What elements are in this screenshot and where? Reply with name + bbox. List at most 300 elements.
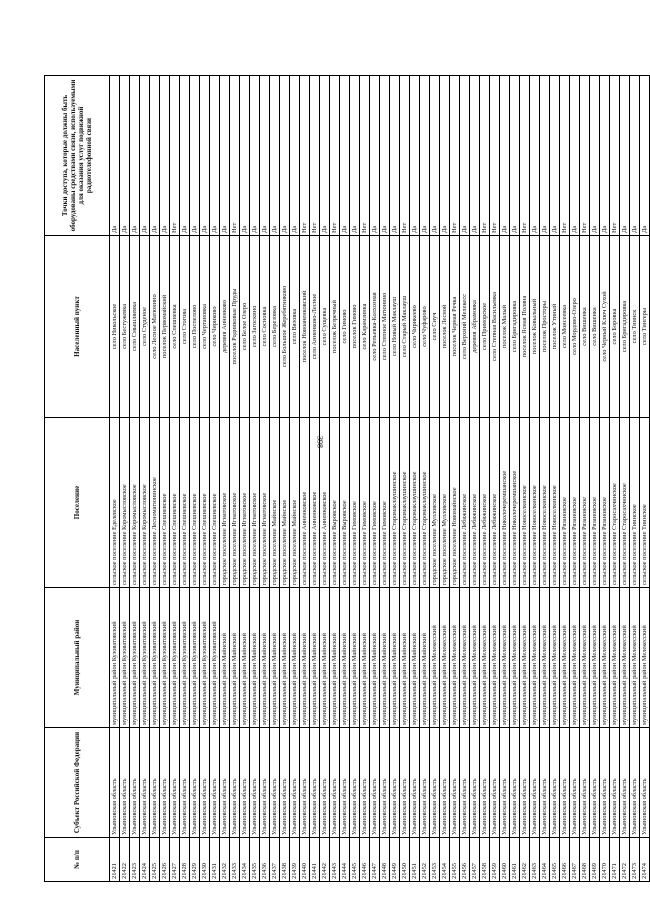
table-row: [290, 76, 300, 882]
row-subject: Ульяновская область: [240, 728, 250, 838]
table-row: [270, 76, 280, 882]
row-settlement: сельское поселение Тиинское: [640, 418, 650, 588]
row-number: 21432: [220, 838, 230, 882]
row-subject: Ульяновская область: [170, 728, 180, 838]
table-row: [280, 76, 290, 882]
row-settlement: городское поселение Новомайнское: [450, 418, 460, 588]
row-access-flag: Да: [210, 76, 220, 236]
row-subject: Ульяновская область: [560, 728, 570, 838]
row-locality: поселок Безречный: [330, 236, 340, 418]
row-settlement: сельское поселение Гимовское: [380, 418, 390, 588]
table-row: [360, 76, 370, 882]
row-subject: Ульяновская область: [620, 728, 630, 838]
row-settlement: сельское поселение Спешневское: [210, 418, 220, 588]
header-access-points: Точки доступа, которые должны быть оборудованы средствами связи, используемыми для оказания услуг подвижной радиотелефонной связи: [45, 76, 110, 236]
row-locality: село Бестужевка: [120, 236, 130, 418]
table-row: [530, 76, 540, 882]
row-settlement: сельское поселение Новоселкинское: [520, 418, 530, 588]
row-district: муниципальный район Майнский: [290, 588, 300, 728]
row-settlement: сельское поселение Новоселкинское: [530, 418, 540, 588]
row-number: 21452: [420, 838, 430, 882]
row-access-flag: Да: [140, 76, 150, 236]
table-row: [350, 76, 360, 882]
row-settlement: сельское поселение Старомаклаушинское: [410, 418, 420, 588]
row-locality: село Сиуч: [430, 236, 440, 418]
row-access-flag: Да: [260, 76, 270, 236]
row-district: муниципальный район Мелекесский: [530, 588, 540, 728]
row-district: муниципальный район Кузоватовский: [140, 588, 150, 728]
row-access-flag: Да: [340, 76, 350, 236]
row-locality: село Анненково-Лесное: [310, 236, 320, 418]
row-district: муниципальный район Майнский: [360, 588, 370, 728]
row-access-flag: Да: [350, 76, 360, 236]
row-number: 21474: [640, 838, 650, 882]
row-subject: Ульяновская область: [360, 728, 370, 838]
row-settlement: сельское поселение Спешневское: [170, 418, 180, 588]
row-locality: село Вишенка: [580, 236, 590, 418]
row-district: муниципальный район Кузоватовский: [170, 588, 180, 728]
row-number: 21455: [450, 838, 460, 882]
row-district: муниципальный район Мелекесский: [500, 588, 510, 728]
table-row: [630, 76, 640, 882]
row-district: муниципальный район Мелекесский: [510, 588, 520, 728]
row-settlement: сельское поселение Лебяжинское: [490, 418, 500, 588]
row-number: 21428: [180, 838, 190, 882]
table-row: [440, 76, 450, 882]
row-access-flag: Нет: [450, 76, 460, 236]
row-locality: село Сущевка: [320, 236, 330, 418]
row-access-flag: Да: [470, 76, 480, 236]
row-subject: Ульяновская область: [420, 728, 430, 838]
row-number: 21422: [120, 838, 130, 882]
row-locality: село Вязовка: [290, 236, 300, 418]
row-access-flag: Да: [590, 76, 600, 236]
row-locality: село Чуфарово: [420, 236, 430, 418]
row-subject: Ульяновская область: [500, 728, 510, 838]
row-subject: Ульяновская область: [530, 728, 540, 838]
row-subject: Ульяновская область: [570, 728, 580, 838]
row-locality: село Верхний Мелекесс: [460, 236, 470, 418]
row-settlement: городское поселение Майнское: [290, 418, 300, 588]
row-number: 21426: [160, 838, 170, 882]
row-access-flag: Да: [410, 76, 420, 236]
table-row: [510, 76, 520, 882]
row-subject: Ульяновская область: [120, 728, 130, 838]
row-settlement: сельское поселение Старомаклаушинское: [420, 418, 430, 588]
row-subject: Ульяновская область: [300, 728, 310, 838]
table-row: [470, 76, 480, 882]
row-settlement: сельское поселение Коромысловское: [140, 418, 150, 588]
row-locality: село Бригадировка: [620, 236, 630, 418]
row-access-flag: Нет: [170, 76, 180, 236]
table-row: [370, 76, 380, 882]
row-number: 21427: [170, 838, 180, 882]
row-subject: Ульяновская область: [370, 728, 380, 838]
row-access-flag: Нет: [310, 76, 320, 236]
row-locality: село Березовка: [270, 236, 280, 418]
row-locality: поселок Гимово: [350, 236, 360, 418]
row-number: 21431: [210, 838, 220, 882]
table-row: [550, 76, 560, 882]
row-district: муниципальный район Майнский: [230, 588, 240, 728]
row-locality: село Новый Маклауш: [390, 236, 400, 418]
row-district: муниципальный район Мелекесский: [590, 588, 600, 728]
row-number: 21436: [260, 838, 270, 882]
row-settlement: сельское поселение Анненковское: [300, 418, 310, 588]
row-number: 21461: [510, 838, 520, 882]
table-row: [130, 76, 140, 882]
row-subject: Ульяновская область: [250, 728, 260, 838]
row-number: 21454: [440, 838, 450, 882]
row-district: муниципальный район Мелекесский: [550, 588, 560, 728]
table-row: [240, 76, 250, 882]
row-access-flag: Да: [110, 76, 120, 236]
row-locality: село Чириково: [210, 236, 220, 418]
header-settlement: Поселение: [45, 418, 110, 588]
row-locality: село Мордово-Озеро: [570, 236, 580, 418]
row-access-flag: Да: [550, 76, 560, 236]
row-settlement: сельское поселение Новоселкинское: [540, 418, 550, 588]
row-access-flag: Да: [630, 76, 640, 236]
row-access-flag: Нет: [580, 76, 590, 236]
table-row: [400, 76, 410, 882]
row-subject: Ульяновская область: [540, 728, 550, 838]
row-district: муниципальный район Мелекесский: [570, 588, 580, 728]
row-access-flag: Да: [500, 76, 510, 236]
row-number: 21435: [250, 838, 260, 882]
row-access-flag: Нет: [610, 76, 620, 236]
row-district: муниципальный район Мелекесский: [470, 588, 480, 728]
row-locality: село Поспелово: [190, 236, 200, 418]
table-row: [610, 76, 620, 882]
row-locality: поселок Новоаненковский: [300, 236, 310, 418]
row-district: муниципальный район Кузоватовский: [190, 588, 200, 728]
row-subject: Ульяновская область: [520, 728, 530, 838]
row-district: муниципальный район Майнский: [340, 588, 350, 728]
table-row: [390, 76, 400, 882]
row-settlement: сельское поселение Спешневское: [160, 418, 170, 588]
row-access-flag: Да: [380, 76, 390, 236]
row-district: муниципальный район Мелекесский: [600, 588, 610, 728]
row-subject: Ульяновская область: [270, 728, 280, 838]
row-access-flag: Да: [290, 76, 300, 236]
row-settlement: сельское поселение Старомаклаушинское: [390, 418, 400, 588]
row-locality: село Чертановка: [200, 236, 210, 418]
row-subject: Ульяновская область: [510, 728, 520, 838]
row-subject: Ульяновская область: [180, 728, 190, 838]
access-points-table: [44, 75, 650, 882]
row-access-flag: Да: [570, 76, 580, 236]
row-access-flag: Нет: [300, 76, 310, 236]
row-locality: поселок Черная Речка: [450, 236, 460, 418]
row-access-flag: Да: [240, 76, 250, 236]
row-access-flag: Нет: [360, 76, 370, 236]
row-number: 21425: [150, 838, 160, 882]
row-district: муниципальный район Майнский: [310, 588, 320, 728]
row-settlement: сельское поселение Рязановское: [570, 418, 580, 588]
row-locality: село Тингеры: [640, 236, 650, 418]
row-number: 21437: [270, 838, 280, 882]
row-access-flag: Да: [370, 76, 380, 236]
header-subject: Субъект Российской Федерации: [45, 728, 110, 838]
row-subject: Ульяновская область: [460, 728, 470, 838]
row-settlement: сельское поселение Спешневское: [200, 418, 210, 588]
row-settlement: сельское поселение Гимовское: [370, 418, 380, 588]
page-number: 398: [315, 436, 325, 448]
row-settlement: сельское поселение Старомаклаушинское: [400, 418, 410, 588]
row-locality: поселок Малый: [500, 236, 510, 418]
row-access-flag: Нет: [230, 76, 240, 236]
row-subject: Ульяновская область: [440, 728, 450, 838]
row-access-flag: Да: [150, 76, 160, 236]
row-settlement: городское поселение Мулловское: [430, 418, 440, 588]
row-access-flag: Да: [390, 76, 400, 236]
row-locality: село Приморское: [480, 236, 490, 418]
row-district: муниципальный район Мелекесский: [430, 588, 440, 728]
row-locality: село Смышляевка: [130, 236, 140, 418]
row-settlement: сельское поселение Рязановское: [590, 418, 600, 588]
row-number: 21459: [490, 838, 500, 882]
row-settlement: сельское поселение Выровское: [340, 418, 350, 588]
row-number: 21462: [520, 838, 530, 882]
row-district: муниципальный район Мелекесский: [490, 588, 500, 728]
row-subject: Ульяновская область: [330, 728, 340, 838]
table-row: [340, 76, 350, 882]
row-settlement: сельское поселение Николочеремшанское: [510, 418, 520, 588]
row-subject: Ульяновская область: [200, 728, 210, 838]
row-subject: Ульяновская область: [160, 728, 170, 838]
row-district: муниципальный район Мелекесский: [560, 588, 570, 728]
row-number: 21451: [410, 838, 420, 882]
row-number: 21449: [390, 838, 400, 882]
row-locality: поселок Первомайский: [160, 236, 170, 418]
row-number: 21424: [140, 838, 150, 882]
row-subject: Ульяновская область: [480, 728, 490, 838]
table-row: [110, 76, 120, 882]
row-number: 21444: [340, 838, 350, 882]
row-settlement: городское поселение Игнатовское: [240, 418, 250, 588]
row-locality: село Степное Матюнино: [380, 236, 390, 418]
row-access-flag: Да: [620, 76, 630, 236]
row-access-flag: Да: [420, 76, 430, 236]
row-district: муниципальный район Майнский: [400, 588, 410, 728]
row-subject: Ульяновская область: [410, 728, 420, 838]
table-row: [380, 76, 390, 882]
rotated-page-content: [44, 76, 648, 882]
row-subject: Ульяновская область: [140, 728, 150, 838]
row-locality: поселок Родниковые Пруды: [230, 236, 240, 418]
table-row: [210, 76, 220, 882]
row-settlement: сельское поселение Старосахчинское: [620, 418, 630, 588]
row-number: 21464: [540, 838, 550, 882]
row-settlement: городское поселение Майнское: [270, 418, 280, 588]
row-settlement: сельское поселение Рязановское: [560, 418, 570, 588]
row-locality: поселок Ясная Поляна: [520, 236, 530, 418]
row-settlement: сельское поселение Николочеремшанское: [500, 418, 510, 588]
row-district: муниципальный район Мелекесский: [540, 588, 550, 728]
row-number: 21466: [560, 838, 570, 882]
row-number: 21469: [590, 838, 600, 882]
row-locality: село Черный Ключ Сухой: [600, 236, 610, 418]
row-number: 21456: [460, 838, 470, 882]
row-subject: Ульяновская область: [600, 728, 610, 838]
row-number: 21445: [350, 838, 360, 882]
row-district: муниципальный район Майнский: [410, 588, 420, 728]
row-access-flag: Да: [160, 76, 170, 236]
row-settlement: сельское поселение Лебяжинское: [480, 418, 490, 588]
row-locality: село Степная Васильевка: [490, 236, 500, 418]
row-subject: Ульяновская область: [450, 728, 460, 838]
row-access-flag: Да: [460, 76, 470, 236]
row-district: муниципальный район Майнский: [300, 588, 310, 728]
row-access-flag: Нет: [400, 76, 410, 236]
row-subject: Ульяновская область: [340, 728, 350, 838]
header-locality: Населенный пункт: [45, 236, 110, 418]
row-district: муниципальный район Кузоватовский: [130, 588, 140, 728]
row-access-flag: Да: [130, 76, 140, 236]
row-district: муниципальный район Мелекесский: [440, 588, 450, 728]
row-subject: Ульяновская область: [310, 728, 320, 838]
row-subject: Ульяновская область: [210, 728, 220, 838]
row-number: 21465: [550, 838, 560, 882]
row-district: муниципальный район Майнский: [260, 588, 270, 728]
row-number: 21471: [610, 838, 620, 882]
row-access-flag: Нет: [480, 76, 490, 236]
table-row: [590, 76, 600, 882]
row-settlement: городское поселение Мулловское: [440, 418, 450, 588]
row-subject: Ульяновская область: [320, 728, 330, 838]
row-district: муниципальный район Майнский: [390, 588, 400, 728]
row-number: 21458: [480, 838, 490, 882]
row-access-flag: Нет: [490, 76, 500, 236]
row-district: муниципальный район Кузоватовский: [210, 588, 220, 728]
row-access-flag: Да: [600, 76, 610, 236]
row-number: 21463: [530, 838, 540, 882]
table-row: [620, 76, 630, 882]
row-district: муниципальный район Кузоватовский: [200, 588, 210, 728]
table-row: [540, 76, 550, 882]
row-settlement: сельское поселение Анненковское: [310, 418, 320, 588]
row-district: муниципальный район Майнский: [420, 588, 430, 728]
row-number: 21429: [190, 838, 200, 882]
row-number: 21442: [320, 838, 330, 882]
row-subject: Ульяновская область: [230, 728, 240, 838]
row-locality: село Карамзинка: [360, 236, 370, 418]
table-row: [570, 76, 580, 882]
row-number: 21421: [110, 838, 120, 882]
table-row: [260, 76, 270, 882]
table-row: [320, 76, 330, 882]
row-number: 21440: [300, 838, 310, 882]
row-locality: село Лесное Матюнино: [150, 236, 160, 418]
row-subject: Ульяновская область: [190, 728, 200, 838]
row-number: 21457: [470, 838, 480, 882]
row-number: 21472: [620, 838, 630, 882]
row-access-flag: Да: [220, 76, 230, 236]
row-district: муниципальный район Мелекесский: [520, 588, 530, 728]
row-settlement: сельское поселение Тиинское: [630, 418, 640, 588]
row-number: 21434: [240, 838, 250, 882]
table-row: [420, 76, 430, 882]
row-locality: поселок Просторы: [540, 236, 550, 418]
row-locality: село Тиинск: [630, 236, 640, 418]
table-header-row: [45, 76, 110, 882]
table-row: [300, 76, 310, 882]
row-subject: Ульяновская область: [590, 728, 600, 838]
row-district: муниципальный район Кузоватовский: [160, 588, 170, 728]
header-municipal-district: Муниципальный район: [45, 588, 110, 728]
row-settlement: городское поселение Игнатовское: [250, 418, 260, 588]
row-number: 21460: [500, 838, 510, 882]
row-subject: Ульяновская область: [630, 728, 640, 838]
table-row: [560, 76, 570, 882]
row-locality: село Бригадировка: [510, 236, 520, 418]
row-settlement: сельское поселение Лесноматюнинское: [150, 418, 160, 588]
row-subject: Ульяновская область: [610, 728, 620, 838]
row-district: муниципальный район Мелекесский: [640, 588, 650, 728]
row-district: муниципальный район Кузоватовский: [150, 588, 160, 728]
row-number: 21453: [430, 838, 440, 882]
row-locality: село Старый Маклауш: [400, 236, 410, 418]
row-settlement: сельское поселение Спешневское: [190, 418, 200, 588]
table-row: [220, 76, 230, 882]
row-district: муниципальный район Мелекесский: [460, 588, 470, 728]
row-subject: Ульяновская область: [350, 728, 360, 838]
row-district: муниципальный район Майнский: [240, 588, 250, 728]
row-access-flag: Да: [270, 76, 280, 236]
row-number: 21423: [130, 838, 140, 882]
row-district: муниципальный район Майнский: [220, 588, 230, 728]
row-access-flag: Да: [640, 76, 650, 236]
row-subject: Ульяновская область: [430, 728, 440, 838]
table-row: [640, 76, 650, 882]
table-row: [310, 76, 320, 882]
table-row: [460, 76, 470, 882]
table-row: [190, 76, 200, 882]
table-row: [410, 76, 420, 882]
row-settlement: сельское поселение Коромысловское: [130, 418, 140, 588]
row-subject: Ульяновская область: [580, 728, 590, 838]
row-number: 21446: [360, 838, 370, 882]
table-row: [330, 76, 340, 882]
row-settlement: сельское поселение Рязановское: [600, 418, 610, 588]
row-settlement: сельское поселение Лебяжинское: [470, 418, 480, 588]
row-district: муниципальный район Майнский: [250, 588, 260, 728]
row-subject: Ульяновская область: [130, 728, 140, 838]
row-number: 21468: [580, 838, 590, 882]
row-settlement: сельское поселение Гимовское: [350, 418, 360, 588]
row-access-flag: Да: [200, 76, 210, 236]
row-district: муниципальный район Майнский: [280, 588, 290, 728]
row-settlement: сельское поселение Выровское: [330, 418, 340, 588]
row-district: муниципальный район Майнский: [330, 588, 340, 728]
row-subject: Ульяновская область: [380, 728, 390, 838]
row-settlement: сельское поселение Еделевское: [110, 418, 120, 588]
row-number: 21433: [230, 838, 240, 882]
row-subject: Ульяновская область: [220, 728, 230, 838]
row-locality: село Спешневка: [170, 236, 180, 418]
row-number: 21448: [380, 838, 390, 882]
row-access-flag: Да: [530, 76, 540, 236]
row-district: муниципальный район Майнский: [320, 588, 330, 728]
table-row: [580, 76, 590, 882]
row-locality: село Большое Жеребятниково: [280, 236, 290, 418]
row-district: муниципальный район Майнский: [350, 588, 360, 728]
row-district: муниципальный район Кузоватовский: [180, 588, 190, 728]
row-locality: село Белое Озеро: [240, 236, 250, 418]
row-settlement: городское поселение Игнатовское: [260, 418, 270, 588]
header-number: № п/п: [45, 838, 110, 882]
